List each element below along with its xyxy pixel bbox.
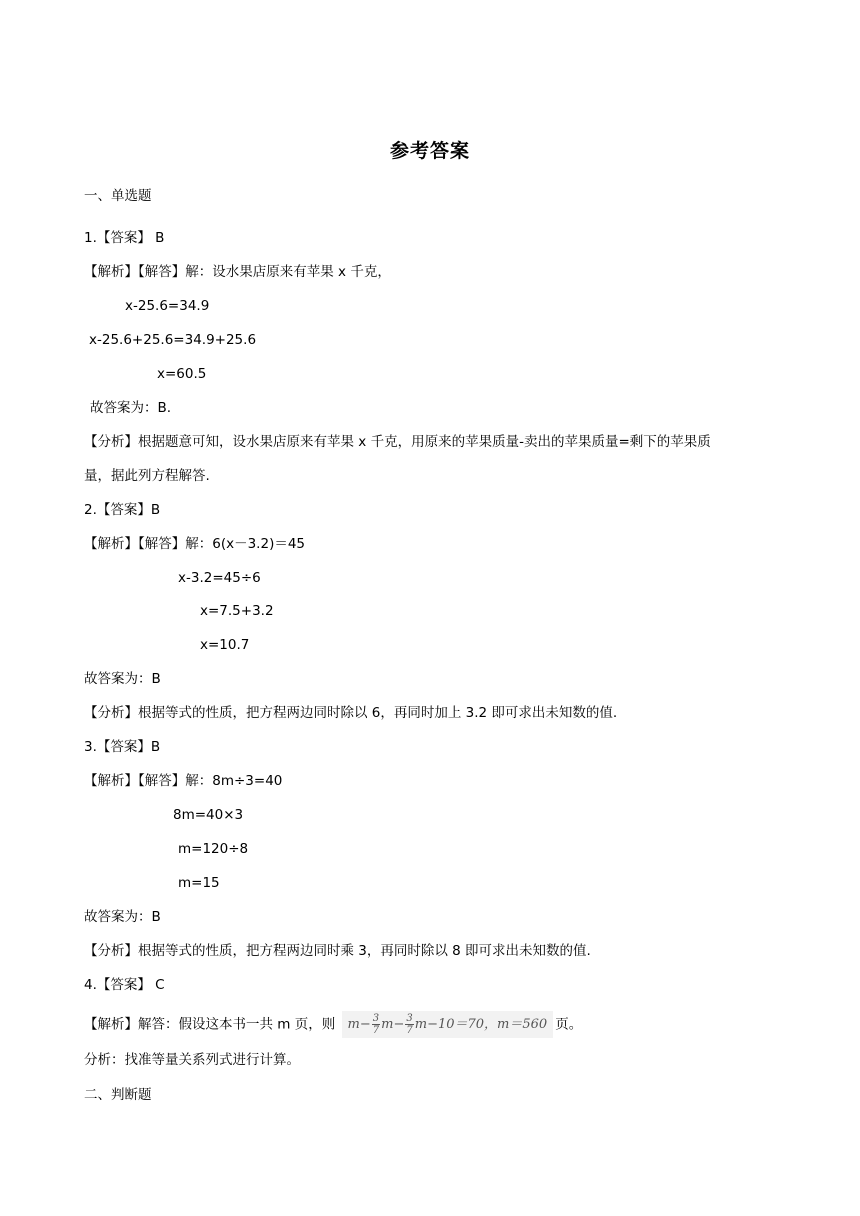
- q2-analysis: 【解析】【解答】解：6(x－3.2)＝45: [84, 536, 306, 552]
- q4-reasoning: 分析：找准等量关系列式进行计算。: [84, 1052, 300, 1068]
- fraction: $\frac{3}{7}$: [372, 1013, 380, 1036]
- q3-step-1: 8m=40×3: [173, 807, 244, 823]
- q1-step-3: x=60.5: [157, 366, 207, 382]
- q3-step-3: m=15: [178, 875, 220, 891]
- q2-conclusion: 故答案为：B: [84, 671, 161, 687]
- q2-reasoning: 【分析】根据等式的性质，把方程两边同时除以 6，再同时加上 3.2 即可求出未知数的值.: [84, 705, 618, 721]
- q4-answer: 4.【答案】 C: [84, 977, 165, 993]
- q1-reasoning-line-1: 【分析】根据题意可知，设水果店原来有苹果 x 千克，用原来的苹果质量-卖出的苹果质量=剩下的苹果质: [84, 434, 711, 450]
- q3-analysis: 【解析】【解答】解：8m÷3=40: [84, 773, 283, 789]
- q4-formula-image: m− $\frac{3}{7}$ m− $\frac{3}{7}$ m−10＝70，m＝560: [342, 1011, 554, 1038]
- q1-reasoning-line-2: 量，据此列方程解答.: [84, 468, 210, 484]
- q1-step-1: x-25.6=34.9: [125, 298, 210, 314]
- q1-analysis: 【解析】【解答】解：设水果店原来有苹果 x 千克，: [84, 264, 391, 280]
- q1-answer: 1.【答案】 B: [84, 230, 165, 246]
- fraction: $\frac{3}{7}$: [406, 1013, 413, 1036]
- q1-conclusion: 故答案为：B.: [90, 400, 172, 416]
- q3-step-2: m=120÷8: [178, 841, 249, 857]
- section-heading-single-choice: 一、单选题: [84, 188, 152, 204]
- q2-step-3: x=10.7: [200, 637, 250, 653]
- q2-step-1: x-3.2=45÷6: [178, 570, 261, 586]
- q4-analysis-text: 【解析】解答：假设这本书一共 m 页，则: [84, 1016, 336, 1033]
- q4-analysis-suffix: 页。: [555, 1016, 583, 1033]
- q3-reasoning: 【分析】根据等式的性质，把方程两边同时乘 3，再同时除以 8 即可求出未知数的值.: [84, 943, 591, 959]
- q2-answer: 2.【答案】B: [84, 502, 161, 518]
- q2-step-2: x=7.5+3.2: [200, 603, 274, 619]
- q3-conclusion: 故答案为：B: [84, 909, 161, 925]
- page-title: 参考答案: [389, 140, 470, 162]
- section-heading-true-false: 二、判断题: [84, 1087, 152, 1103]
- q4-analysis: [84, 1011, 582, 1038]
- q1-step-2: x-25.6+25.6=34.9+25.6: [89, 332, 257, 348]
- q3-answer: 3.【答案】B: [84, 739, 161, 755]
